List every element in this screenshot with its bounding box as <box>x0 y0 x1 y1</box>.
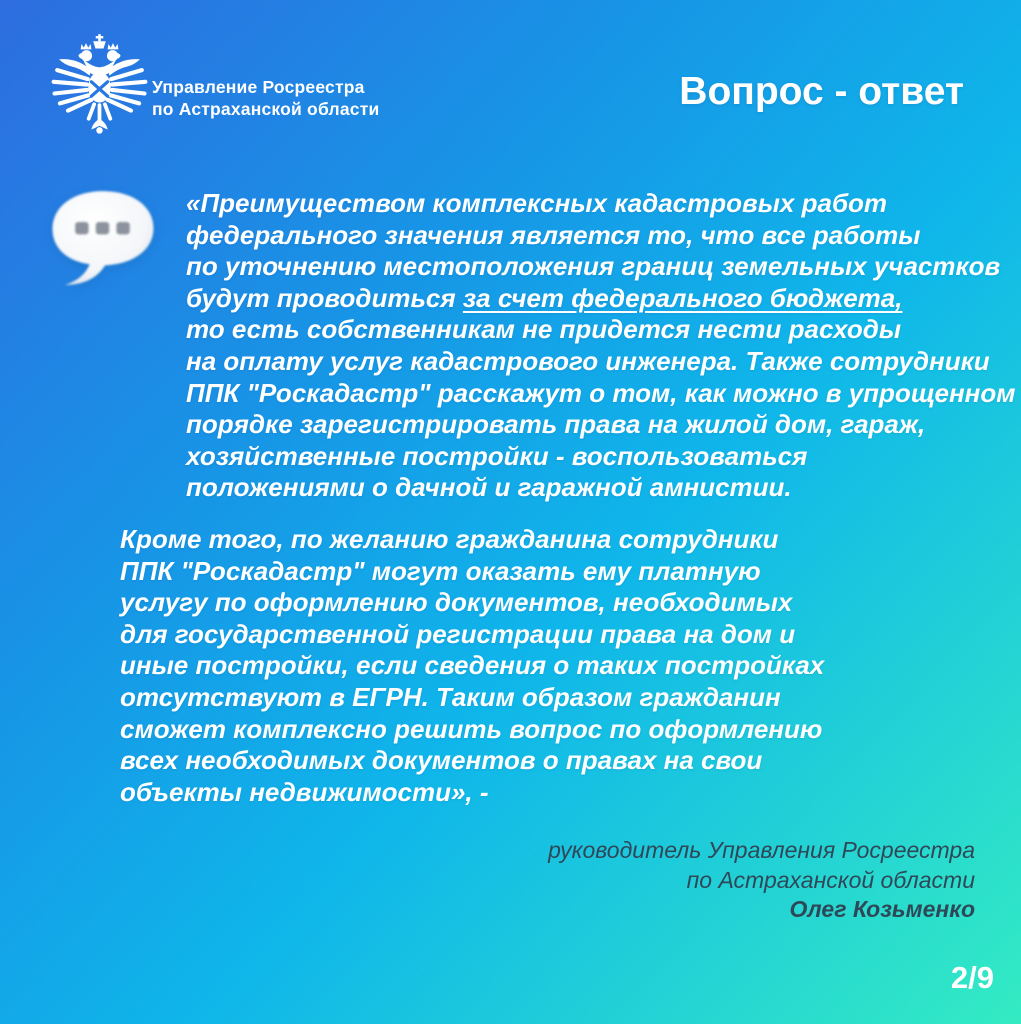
speech-bubble-icon <box>45 188 161 288</box>
org-name-line2: по Астраханской области <box>152 98 380 119</box>
page-indicator: 2/9 <box>950 960 994 995</box>
quote-paragraph-1 <box>186 188 1015 504</box>
attribution-name: Олег Козьменко <box>789 896 975 922</box>
text-line: по уточнению местоположения границ земельных участков <box>186 251 1001 282</box>
text-line: хозяйственные постройки - воспользоваться <box>186 440 808 471</box>
text-line: Кроме того, по желанию гражданина сотрудники <box>120 524 779 554</box>
text-line: ППК "Роскадастр" могут оказать ему платную <box>120 555 761 586</box>
text-line: иные постройки, если сведения о таких постройках <box>120 650 825 681</box>
ellipsis-dots <box>75 222 130 234</box>
underlined-phrase: за счет федерального бюджета, <box>462 282 903 313</box>
org-name-line1: Управление Росреестра <box>152 77 365 97</box>
text-line: объекты недвижимости», - <box>120 776 489 807</box>
org-name <box>152 77 379 120</box>
text-line: сможет комплексно решить вопрос по оформлению <box>120 713 823 744</box>
attribution <box>548 836 975 925</box>
text-line: то есть собственникам не придется нести расходы <box>186 314 902 345</box>
text-line: отсутствуют в ЕГРН. Таким образом гражданин <box>120 681 781 712</box>
quote-paragraph-2 <box>120 524 824 808</box>
attribution-role-line2: по Астраханской области <box>686 866 975 893</box>
text-line: будут проводиться за счет федерального бюджета, <box>186 282 903 313</box>
text-line: на оплату услуг кадастрового инженера. Также сотрудники <box>186 345 990 376</box>
text-line: всех необходимых документов о правах на свои <box>120 745 763 776</box>
text-line: федерального значения является то, что все работы <box>186 219 921 250</box>
rosreestr-eagle-icon <box>50 34 149 135</box>
text-line: положениями о дачной и гаражной амнистии. <box>186 472 792 503</box>
page-title: Вопрос - ответ <box>679 70 964 113</box>
text-line: для государственной регистрации права на дом и <box>120 618 796 649</box>
text-line: ППК "Роскадастр" расскажут о том, как можно в упрощенном <box>186 377 1016 408</box>
text-line: «Преимуществом комплексных кадастровых работ <box>186 188 888 218</box>
attribution-role-line1: руководитель Управления Росреестра <box>548 837 975 863</box>
text-line: услугу по оформлению документов, необходимых <box>120 587 793 618</box>
text-line: порядке зарегистрировать права на жилой дом, гараж, <box>186 409 926 440</box>
